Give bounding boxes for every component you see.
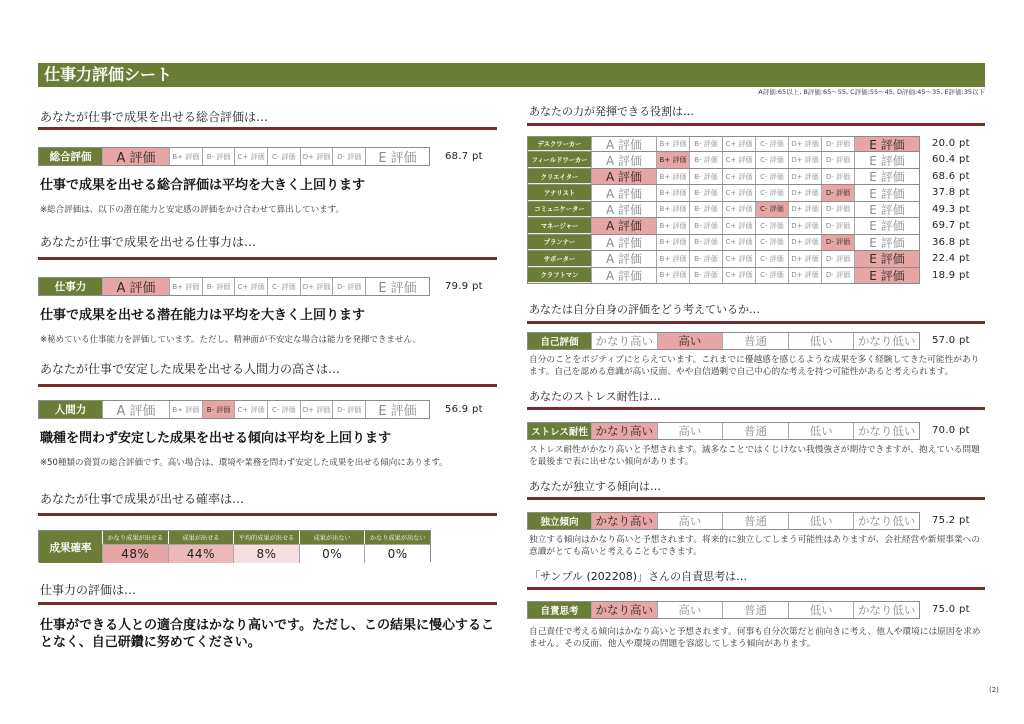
grade-cell-b-plus: B+ 評価 (656, 251, 689, 266)
stress-grid (527, 422, 920, 440)
grade-cell-c-minus: C- 評価 (755, 152, 788, 167)
level-cell-very-low: かなり低い (853, 513, 919, 529)
grade-cell-d-plus: D+ 評価 (788, 251, 821, 266)
grade-cell-c-plus: C+ 評価 (722, 251, 755, 266)
score-value: 57.0 pt (932, 335, 970, 346)
row-label: 総合評価 (39, 148, 102, 165)
role-row (527, 202, 985, 218)
grade-cell-d-plus: D+ 評価 (788, 169, 821, 184)
grade-cell-d-minus: D- 評価 (332, 278, 365, 295)
grade-cell-c-plus: C+ 評価 (234, 148, 267, 165)
conclusion-text: 仕事ができる人との適合度はかなり高いです。ただし、この結果に慢心することなく、自己研鑽に努めてください。 (40, 618, 494, 650)
grade-cell-b-minus: B- 評価 (202, 278, 235, 295)
overall-heading: あなたが仕事で成果を出せる総合評価は… (38, 109, 497, 130)
grade-cell-c-minus: C- 評価 (267, 278, 300, 295)
role-row (527, 251, 985, 267)
row-label: クラフトマン (528, 268, 591, 283)
grade-cell-b-minus: B- 評価 (689, 137, 722, 151)
role-rating-grid (527, 202, 920, 218)
grade-cell-a: A 評価 (591, 235, 656, 250)
grade-cell-b-plus: B+ 評価 (656, 169, 689, 184)
probability-heading: あなたが仕事で成果が出せる確率は… (38, 491, 497, 516)
grade-cell-a: A 評価 (591, 218, 656, 233)
row-label: コミュニケーター (528, 202, 591, 217)
self-evaluation-description: 自分のことをポジティブにとらえています。これまでに優越感を感じるような成果を多く経験してきた可能性があります。自己を認める意識が高い反面、やや自信過剰で自己中心的な考えを持つ可能性があると考えられます。 (529, 355, 980, 377)
role-row (527, 268, 985, 284)
stress-description: ストレス耐性がかなり高いと予想されます。滅多なことではくじけない我慢強さが期待できますが、抱えている問題を最後まで表に出せない傾向があります。 (529, 445, 980, 467)
role-rating-grid (527, 218, 920, 234)
row-label: マネージャー (528, 218, 591, 233)
grade-cell-c-minus: C- 評価 (755, 218, 788, 233)
grade-cell-d-plus: D+ 評価 (788, 268, 821, 283)
sheet-title: 仕事力評価シート (38, 63, 985, 87)
independence-grid (527, 512, 920, 530)
grade-cell-b-minus: B- 評価 (202, 401, 235, 418)
row-label: プランナー (528, 235, 591, 250)
stress-heading: あなたのストレス耐性は… (527, 389, 985, 410)
overall-summary: 仕事で成果を出せる総合評価は平均を大きく上回ります (40, 178, 366, 193)
grade-cell-c-plus: C+ 評価 (722, 137, 755, 151)
grade-cell-c-plus: C+ 評価 (722, 235, 755, 250)
grade-cell-e: E 評価 (854, 137, 919, 151)
grade-cell-c-plus: C+ 評価 (234, 278, 267, 295)
role-row (527, 136, 985, 152)
grade-cell-c-minus: C- 評価 (267, 148, 300, 165)
grade-cell-e: E 評価 (854, 169, 919, 184)
grade-cell-c-minus: C- 評価 (755, 235, 788, 250)
grade-cell-d-plus: D+ 評価 (788, 202, 821, 217)
ability-rating-row (38, 277, 497, 296)
role-row (527, 169, 985, 185)
score-value: 56.9 pt (445, 404, 483, 415)
level-cell-very-high: かなり高い (591, 602, 657, 618)
grade-cell-b-minus: B- 評価 (689, 169, 722, 184)
row-label: 仕事力 (39, 278, 102, 295)
grade-cell-c-minus: C- 評価 (755, 137, 788, 151)
ability-summary: 仕事で成果を出せる潜在能力は平均を大きく上回ります (40, 308, 366, 323)
grade-cell-e: E 評価 (365, 148, 429, 165)
score-value: 75.2 pt (932, 515, 970, 526)
level-cell-average: 普通 (722, 423, 788, 439)
level-cell-low: 低い (788, 333, 854, 349)
grade-cell-d-minus: D- 評価 (821, 268, 854, 283)
probability-label: 成果確率 (39, 531, 102, 563)
role-score: 36.8 pt (932, 236, 970, 248)
role-rating-grid (527, 152, 920, 168)
probability-header: 成果が出ない (299, 531, 365, 544)
grade-cell-d-minus: D- 評価 (821, 137, 854, 151)
role-row (527, 218, 985, 234)
level-cell-very-low: かなり低い (853, 333, 919, 349)
grade-cell-d-minus: D- 評価 (821, 169, 854, 184)
score-value: 79.9 pt (445, 281, 483, 292)
self-blame-grid (527, 601, 920, 619)
grade-cell-d-plus: D+ 評価 (300, 278, 333, 295)
grade-cell-c-plus: C+ 評価 (722, 268, 755, 283)
grade-cell-a: A 評価 (591, 152, 656, 167)
page-number: (2) (989, 686, 999, 694)
row-label: ストレス耐性 (528, 423, 591, 439)
grade-cell-d-plus: D+ 評価 (300, 401, 333, 418)
grade-cell-b-plus: B+ 評価 (656, 202, 689, 217)
role-row (527, 185, 985, 201)
level-cell-high: 高い (657, 333, 723, 349)
grade-cell-b-plus: B+ 評価 (656, 185, 689, 200)
level-cell-average: 普通 (722, 513, 788, 529)
grade-cell-a: A 評価 (591, 202, 656, 217)
grade-cell-b-plus: B+ 評価 (169, 148, 202, 165)
grade-cell-a: A 評価 (591, 251, 656, 266)
row-label: フィールドワーカー (528, 152, 591, 167)
row-label: サポーター (528, 251, 591, 266)
probability-value: 0% (364, 544, 430, 563)
self-blame-row (527, 601, 985, 619)
grade-cell-a: A 評価 (102, 148, 169, 165)
independence-description: 独立する傾向はかなり高いと予想されます。将来的に独立してしまう可能性はありますが、会社経営や新規事業への意識がとても高いと考えることもできます。 (529, 535, 981, 557)
grade-cell-e: E 評価 (854, 152, 919, 167)
grade-cell-c-plus: C+ 評価 (722, 185, 755, 200)
row-label: クリエイター (528, 169, 591, 184)
role-score: 69.7 pt (932, 220, 970, 232)
ability-note: ※秘めている仕事能力を評価しています。ただし、精神面が不安定な場合は能力を発揮できません。 (40, 335, 421, 345)
grade-cell-c-minus: C- 評価 (755, 268, 788, 283)
grade-cell-d-minus: D- 評価 (821, 235, 854, 250)
conclusion-heading: 仕事力の評価は… (38, 582, 497, 605)
role-score: 49.3 pt (932, 203, 970, 215)
role-score: 37.8 pt (932, 187, 970, 199)
ability-heading: あなたが仕事で成果を出せる仕事力は… (38, 234, 497, 260)
grade-cell-a: A 評価 (591, 169, 656, 184)
overall-rating-grid (38, 147, 430, 166)
row-label: 自責思考 (528, 602, 591, 618)
probability-value: 44% (168, 544, 234, 563)
grade-cell-e: E 評価 (854, 185, 919, 200)
grade-cell-d-plus: D+ 評価 (788, 185, 821, 200)
level-cell-low: 低い (788, 602, 854, 618)
grade-cell-c-minus: C- 評価 (755, 169, 788, 184)
level-cell-low: 低い (788, 423, 854, 439)
row-label: デスクワーカー (528, 137, 591, 151)
grade-cell-d-minus: D- 評価 (821, 251, 854, 266)
grade-cell-c-minus: C- 評価 (755, 251, 788, 266)
role-rating-grid (527, 251, 920, 267)
grade-cell-a: A 評価 (591, 137, 656, 151)
grade-cell-b-minus: B- 評価 (689, 235, 722, 250)
roles-heading: あなたの力が発揮できる役割は… (527, 104, 985, 126)
grade-cell-b-plus: B+ 評価 (656, 137, 689, 151)
self-evaluation-grid (527, 332, 920, 350)
level-cell-very-low: かなり低い (853, 423, 919, 439)
grade-cell-b-minus: B- 評価 (689, 268, 722, 283)
grade-cell-c-plus: C+ 評価 (722, 169, 755, 184)
level-cell-average: 普通 (722, 602, 788, 618)
level-cell-very-high: かなり高い (591, 333, 657, 349)
role-row (527, 235, 985, 251)
humanity-rating-row (38, 400, 497, 419)
level-cell-very-low: かなり低い (853, 602, 919, 618)
grade-cell-c-plus: C+ 評価 (722, 218, 755, 233)
probability-value: 8% (233, 544, 299, 563)
self-blame-heading: 「サンプル (202208)」さんの自責思考は… (527, 569, 985, 590)
level-cell-average: 普通 (722, 333, 788, 349)
grade-cell-a: A 評価 (591, 185, 656, 200)
level-cell-high: 高い (657, 513, 723, 529)
level-cell-high: 高い (657, 602, 723, 618)
grade-cell-c-minus: C- 評価 (267, 401, 300, 418)
self-evaluation-row (527, 332, 985, 350)
probability-header: かなり成果が出せる (102, 531, 168, 544)
role-score: 60.4 pt (932, 154, 970, 166)
level-cell-low: 低い (788, 513, 854, 529)
grade-cell-e: E 評価 (854, 251, 919, 266)
probability-header: かなり成果が出ない (364, 531, 430, 544)
overall-note: ※総合評価は、以下の潜在能力と安定感の評価をかけ合わせて算出しています。 (40, 205, 344, 215)
grade-cell-e: E 評価 (365, 401, 429, 418)
role-rating-grid (527, 169, 920, 185)
level-cell-very-high: かなり高い (591, 513, 657, 529)
grade-cell-d-minus: D- 評価 (821, 202, 854, 217)
grade-cell-b-plus: B+ 評価 (169, 401, 202, 418)
probability-header: 成果が出せる (168, 531, 234, 544)
grade-cell-e: E 評価 (854, 218, 919, 233)
probability-value: 0% (299, 544, 365, 563)
grade-cell-b-minus: B- 評価 (689, 202, 722, 217)
grade-cell-c-minus: C- 評価 (755, 185, 788, 200)
grade-cell-c-minus: C- 評価 (755, 202, 788, 217)
probability-value: 48% (102, 544, 168, 563)
grade-cell-b-plus: B+ 評価 (656, 218, 689, 233)
level-cell-very-high: かなり高い (591, 423, 657, 439)
humanity-summary: 職種を問わず安定した成果を出せる傾向は平均を上回ります (40, 431, 392, 446)
role-rating-grid (527, 268, 920, 284)
grade-cell-a: A 評価 (102, 278, 169, 295)
score-value: 70.0 pt (932, 425, 970, 436)
grade-cell-b-plus: B+ 評価 (656, 235, 689, 250)
grade-cell-e: E 評価 (854, 202, 919, 217)
independence-row (527, 512, 985, 530)
role-rating-grid (527, 185, 920, 201)
grade-cell-b-minus: B- 評価 (689, 218, 722, 233)
self-evaluation-heading: あなたは自分自身の評価をどう考えているか… (527, 302, 985, 324)
roles-table (527, 136, 985, 284)
row-label: 独立傾向 (528, 513, 591, 529)
grade-cell-b-minus: B- 評価 (202, 148, 235, 165)
humanity-note: ※50種類の資質の総合評価です。高い場合は、環境や業務を問わず安定した成果を出せる傾向にあります。 (40, 458, 448, 468)
grade-cell-d-plus: D+ 評価 (788, 235, 821, 250)
grade-cell-a: A 評価 (102, 401, 169, 418)
role-rating-grid (527, 235, 920, 251)
humanity-heading: あなたが仕事で安定した成果を出せる人間力の高さは… (38, 361, 497, 387)
independence-heading: あなたが独立する傾向は… (527, 479, 985, 500)
row-label: 自己評価 (528, 333, 591, 349)
grade-cell-d-minus: D- 評価 (332, 148, 365, 165)
grade-cell-d-minus: D- 評価 (821, 218, 854, 233)
grade-cell-c-plus: C+ 評価 (234, 401, 267, 418)
self-blame-description: 自己責任で考える傾向はかなり高いと予想されます。何事も自分次第だと前向きに考え、他人や環境には原因を求めません。その反面、他人や環境の問題を容認してしまう傾向があります。 (529, 627, 981, 649)
role-score: 68.6 pt (932, 170, 970, 182)
role-rating-grid (527, 136, 920, 152)
grade-cell-b-minus: B- 評価 (689, 251, 722, 266)
grade-cell-e: E 評価 (365, 278, 429, 295)
grade-legend: A評価:65以上, B評価:65～55, C評価:55～45, D評価:45～35, E評価:35以下 (758, 88, 985, 96)
grade-cell-b-minus: B- 評価 (689, 185, 722, 200)
humanity-rating-grid (38, 400, 430, 419)
grade-cell-b-minus: B- 評価 (689, 152, 722, 167)
probability-table (38, 530, 431, 562)
grade-cell-b-plus: B+ 評価 (169, 278, 202, 295)
grade-cell-d-minus: D- 評価 (332, 401, 365, 418)
grade-cell-d-plus: D+ 評価 (300, 148, 333, 165)
grade-cell-a: A 評価 (591, 268, 656, 283)
overall-rating-row (38, 147, 497, 166)
row-label: アナリスト (528, 185, 591, 200)
ability-rating-grid (38, 277, 430, 296)
grade-cell-d-plus: D+ 評価 (788, 218, 821, 233)
score-value: 68.7 pt (445, 151, 483, 162)
role-row (527, 152, 985, 168)
grade-cell-e: E 評価 (854, 235, 919, 250)
role-score: 22.4 pt (932, 253, 970, 265)
score-value: 75.0 pt (932, 604, 970, 615)
row-label: 人間力 (39, 401, 102, 418)
stress-row (527, 422, 985, 440)
level-cell-high: 高い (657, 423, 723, 439)
role-score: 20.0 pt (932, 138, 970, 149)
grade-cell-d-plus: D+ 評価 (788, 152, 821, 167)
probability-header: 平均的成果が出せる (233, 531, 299, 544)
grade-cell-b-plus: B+ 評価 (656, 268, 689, 283)
grade-cell-d-plus: D+ 評価 (788, 137, 821, 151)
grade-cell-d-minus: D- 評価 (821, 185, 854, 200)
role-score: 18.9 pt (932, 269, 970, 281)
grade-cell-c-plus: C+ 評価 (722, 152, 755, 167)
grade-cell-c-plus: C+ 評価 (722, 202, 755, 217)
grade-cell-d-minus: D- 評価 (821, 152, 854, 167)
grade-cell-b-plus: B+ 評価 (656, 152, 689, 167)
grade-cell-e: E 評価 (854, 268, 919, 283)
